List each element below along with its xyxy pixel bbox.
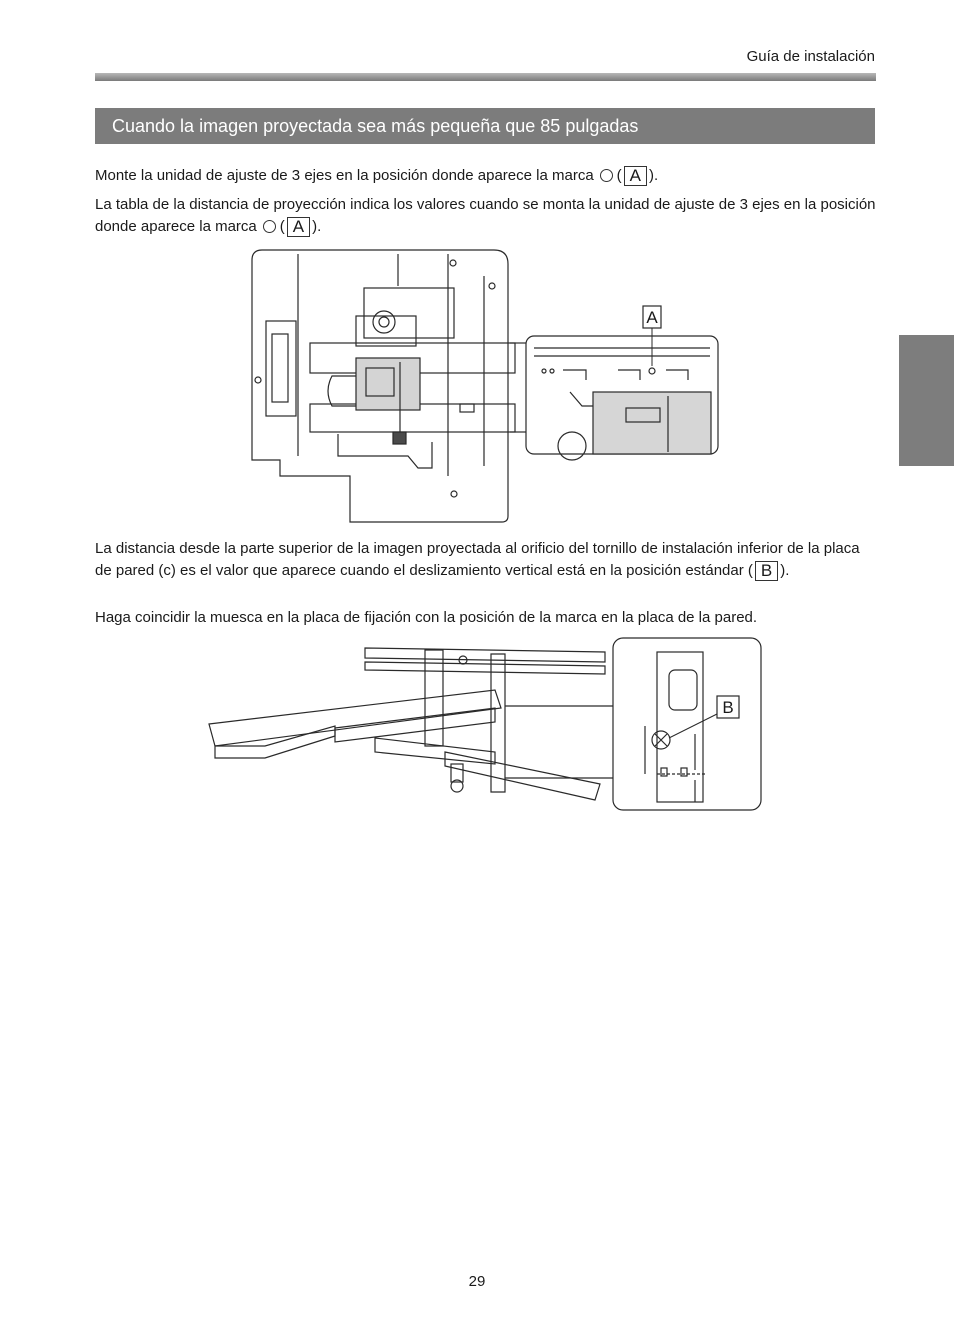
paragraph-text: Monte la unidad de ajuste de 3 ejes en la posición donde aparece la marca xyxy=(95,167,594,184)
running-header: Guía de instalación xyxy=(746,48,875,65)
box-letter-a: A xyxy=(287,217,310,237)
chapter-side-tab xyxy=(899,335,954,466)
figure-wall-plate-notch xyxy=(205,634,765,816)
open-paren: ( xyxy=(616,167,622,184)
paragraph-text: La distancia desde la parte superior de la imagen proyectada al orificio del tornillo de instalación inferior de la placa de pared (c) es el valor que aparece cuando el deslizamiento vertical está en la posición estándar ( xyxy=(95,540,860,579)
section-heading: Cuando la imagen proyectada sea más pequeña que 85 pulgadas xyxy=(95,108,875,144)
paragraph-vertical-slide xyxy=(95,538,877,582)
close-paren: ). xyxy=(649,167,659,184)
figure-callout-b: B xyxy=(722,698,734,717)
page-number: 29 xyxy=(468,1273,486,1290)
close-paren: ). xyxy=(780,562,790,579)
box-letter-a: A xyxy=(624,166,647,186)
circle-mark-icon xyxy=(263,220,276,233)
header-rule xyxy=(95,73,876,81)
figure-callout-a: A xyxy=(646,308,658,327)
open-paren: ( xyxy=(279,218,285,235)
paragraph-text: La tabla de la distancia de proyección indica los valores cuando se monta la unidad de ajuste de 3 ejes en la posición donde aparece la marca xyxy=(95,196,876,235)
paragraph-text: Haga coincidir la muesca en la placa de fijación con la posición de la marca en la placa de la pared. xyxy=(95,609,758,626)
paragraph-mount-position xyxy=(95,165,877,187)
box-letter-b: B xyxy=(755,561,778,581)
close-paren: ). xyxy=(312,218,322,235)
paragraph-distance-table xyxy=(95,194,877,238)
paragraph-align-notch xyxy=(95,607,877,629)
circle-mark-icon xyxy=(600,169,613,182)
figure-3-axis-unit-position xyxy=(248,246,722,526)
